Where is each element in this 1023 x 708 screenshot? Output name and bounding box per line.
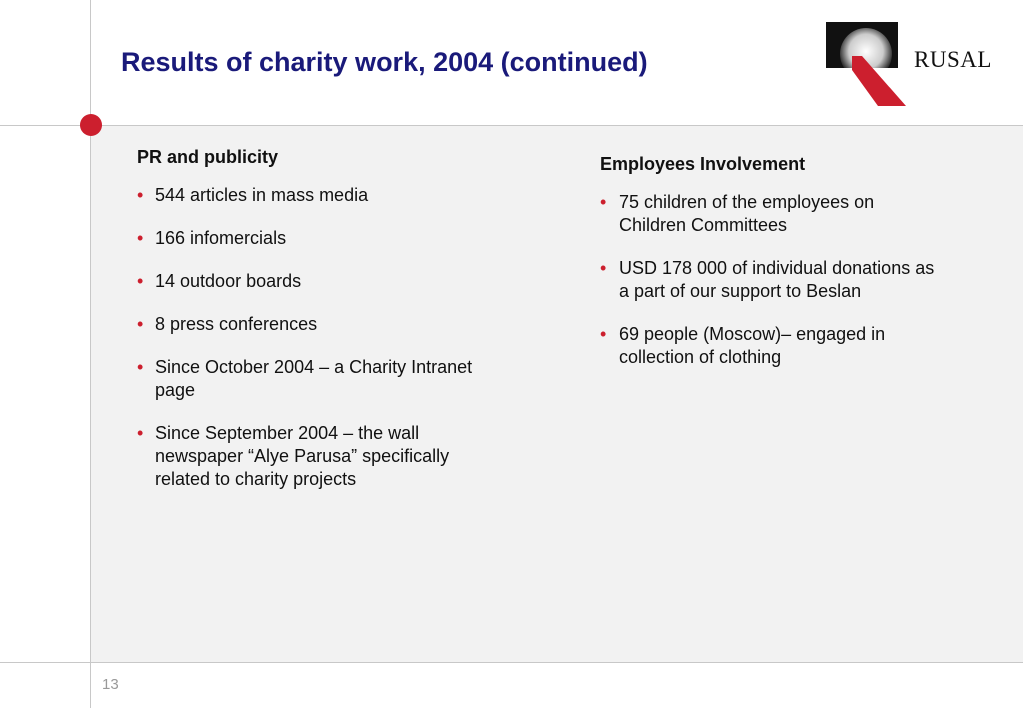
bullet-icon: • (137, 357, 144, 377)
pr-publicity-section (137, 147, 477, 511)
bullet-icon: • (137, 228, 144, 248)
list-item: • USD 178 000 of individual donations as a part of our support to Beslan (600, 258, 935, 301)
bullet-icon: • (137, 271, 144, 291)
list-item: • Since September 2004 – the wall newspaper “Alye Parusa” specifically related to charity projects (137, 423, 450, 489)
section-heading-employees: Employees Involvement (600, 154, 806, 174)
footer-divider (0, 662, 1023, 663)
bullet-icon: • (600, 192, 607, 212)
bullet-icon: • (137, 185, 144, 205)
section-heading-pr: PR and publicity (137, 147, 279, 167)
bullet-icon: • (137, 423, 144, 443)
list-item: • 75 children of the employees on Children Committees (600, 192, 875, 235)
pr-list (137, 184, 477, 491)
rusal-logo-icon (826, 22, 906, 108)
list-item: • 69 people (Moscow)– engaged in collection of clothing (600, 324, 886, 367)
left-rule (90, 0, 91, 708)
page-number: 13 (102, 676, 119, 693)
list-item: • 166 infomercials (137, 228, 287, 248)
employees-involvement-section (600, 154, 940, 389)
red-dot-marker (80, 114, 102, 136)
page-title: Results of charity work, 2004 (continued) (121, 47, 648, 77)
list-item: • Since October 2004 – a Charity Intranet page (137, 357, 473, 400)
list-item: • 8 press conferences (137, 314, 318, 334)
bullet-icon: • (600, 324, 607, 344)
list-item: • 14 outdoor boards (137, 271, 302, 291)
employees-list (600, 191, 940, 369)
logo-wordmark: RUSAL (914, 47, 992, 72)
header-divider (0, 125, 1023, 126)
list-item: • 544 articles in mass media (137, 185, 369, 205)
bullet-icon: • (600, 258, 607, 278)
rusal-logo (824, 20, 1004, 110)
bullet-icon: • (137, 314, 144, 334)
